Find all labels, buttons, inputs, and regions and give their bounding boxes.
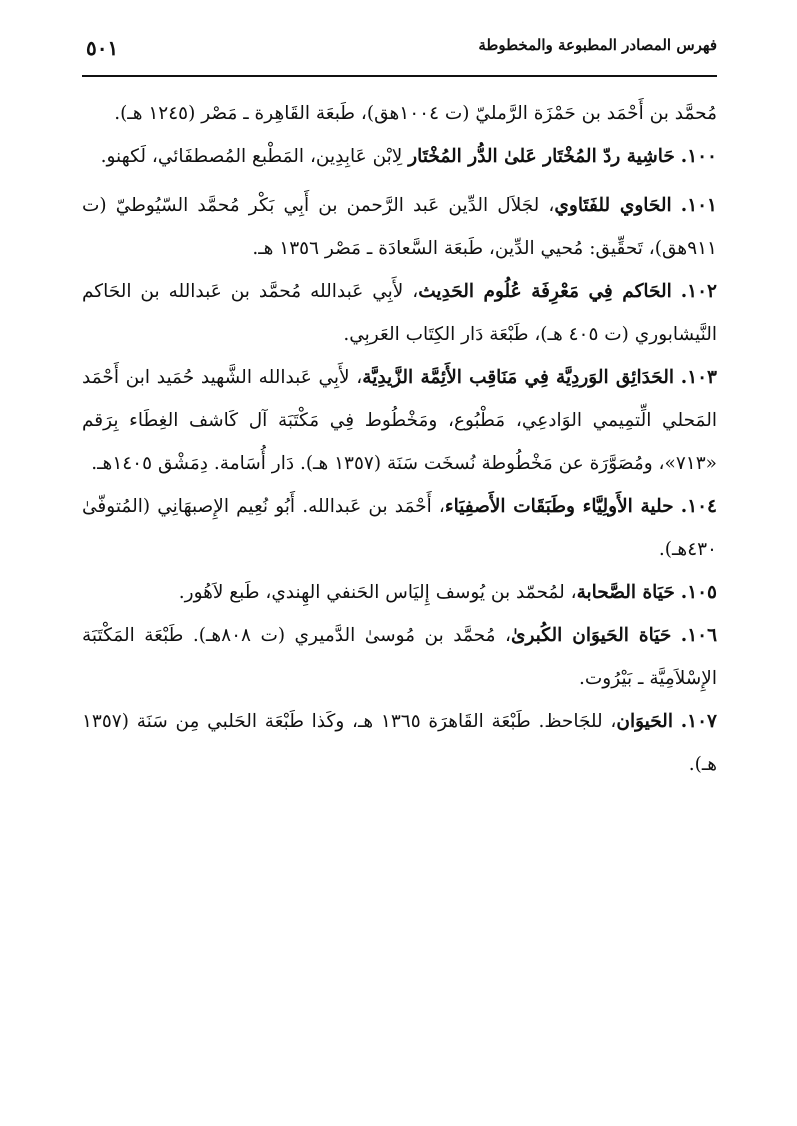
running-header — [82, 34, 717, 74]
entry-text: ، مُحمَّد بن مُوسىٰ الدَّميري (ت ٨٠٨هـ). طَبْعَة المَكْتَبَة الإِسْلاَمِيَّة ـ بَيْرُوت. — [82, 625, 717, 689]
entry-number: ١٠٥. — [680, 582, 717, 603]
entry-text: مُحمَّد بن أَحْمَد بن حَمْزَة الرَّمليّ (ت ١٠٠٤هق)، طَبعَة القَاهِرة ـ مَصْر (١٢٤٥ هـ). — [114, 103, 717, 124]
entry-number: ١٠٠. — [680, 146, 717, 167]
bibliography-entry-100 — [82, 135, 717, 178]
bibliography-entry-105 — [82, 571, 717, 614]
bibliography-entry-102 — [82, 270, 717, 356]
entry-number: ١٠٣. — [680, 367, 717, 388]
entry-text: ، لمُحمّد بن يُوسف إِليَاس الحَنفي الهِندي، طَبع لاَهُور. — [178, 582, 577, 603]
entry-text: ، للجَاحظ. طَبْعَة القَاهرَة ١٣٦٥ هـ، وكَذا طَبْعَة الحَلبي مِن سَنَة (١٣٥٧ هـ). — [82, 711, 717, 775]
bibliography-entry-103 — [82, 356, 717, 485]
entry-number: ١٠١. — [680, 195, 717, 216]
entry-number: ١٠٤. — [680, 496, 717, 517]
entry-title: الحَدَائِق الوَردِيَّة فِي مَنَاقِب الأَئِمَّة الزَّيدِيَّة — [362, 367, 675, 388]
bibliography-list — [82, 92, 717, 786]
entry-title: حَيَاة الصَّحابة — [576, 582, 675, 603]
entry-text: ، أَحْمَد بن عَبدالله. أَبُو نُعِيم الإِصبهَانِي (المُتوفّىٰ ٤٣٠هـ). — [82, 496, 717, 560]
header-rule — [82, 75, 717, 77]
entry-title: حلية الأَولِيَّاء وطَبَقَات الأَصفِيَاء — [444, 496, 674, 517]
entry-title: الحَاوي للفَتَاوي — [554, 195, 672, 216]
entry-text: ، لأَبِي عَبدالله الشَّهيد حُمَيد ابن أَحْمَد المَحلي الِّتمِيمي الوَادعِي، مَطْبُوع، ومَخْطُوط فِي مَكْتَبَة آل كَاشف الغِطَاء بِرَقم «٧١٣»، ومُصَوَّرَة عن مَخْطُوطة نُسخَت سَنَة (١٣٥٧ هـ). دَار أُسَامة. دِمَشْق ١٤٠٥هـ. — [82, 367, 717, 474]
header-title: فهرس المصادر المطبوعة والمخطوطة — [478, 36, 717, 54]
bibliography-entry-continuation — [82, 92, 717, 135]
entry-number: ١٠٧. — [680, 711, 717, 732]
entry-title: الحَاكم فِي مَعْرِفَة عُلُوم الحَدِيث — [418, 281, 672, 302]
bibliography-entry-101 — [82, 184, 717, 270]
entry-text: ، لأَبِي عَبدالله مُحمَّد بن عَبدالله بن الحَاكم النَّيشابوري (ت ٤٠٥ هـ)، طَبْعَة دَار الكِتَاب العَربِي. — [82, 281, 717, 345]
bibliography-entry-106 — [82, 614, 717, 700]
entry-title: حَيَاة الحَيوَان الكُبرىٰ — [510, 625, 672, 646]
page-number: ٥٠١ — [86, 36, 119, 60]
entry-title: حَاشِية ردّ المُخْتَار عَلىٰ الدُّر المُخْتَار — [408, 146, 675, 167]
bibliography-entry-107 — [82, 700, 717, 786]
entry-text: ، لجَلاَل الدِّين عَبد الرَّحمن بن أَبِي بَكْر مُحمَّد السّيُوطيّ (ت ٩١١هق)، تَحقِّيق: مُحيي الدِّين، طَبعَة السَّعادَة ـ مَصْر ١٣٥٦ هـ. — [82, 195, 717, 259]
entry-number: ١٠٦. — [680, 625, 718, 646]
entry-number: ١٠٢. — [680, 281, 717, 302]
bibliography-entry-104 — [82, 485, 717, 571]
entry-text: لِابْن عَابِدِين، المَطْبع المُصطفَائي، لَكهنو. — [100, 146, 403, 167]
entry-title: الحَيوَان — [616, 711, 673, 732]
